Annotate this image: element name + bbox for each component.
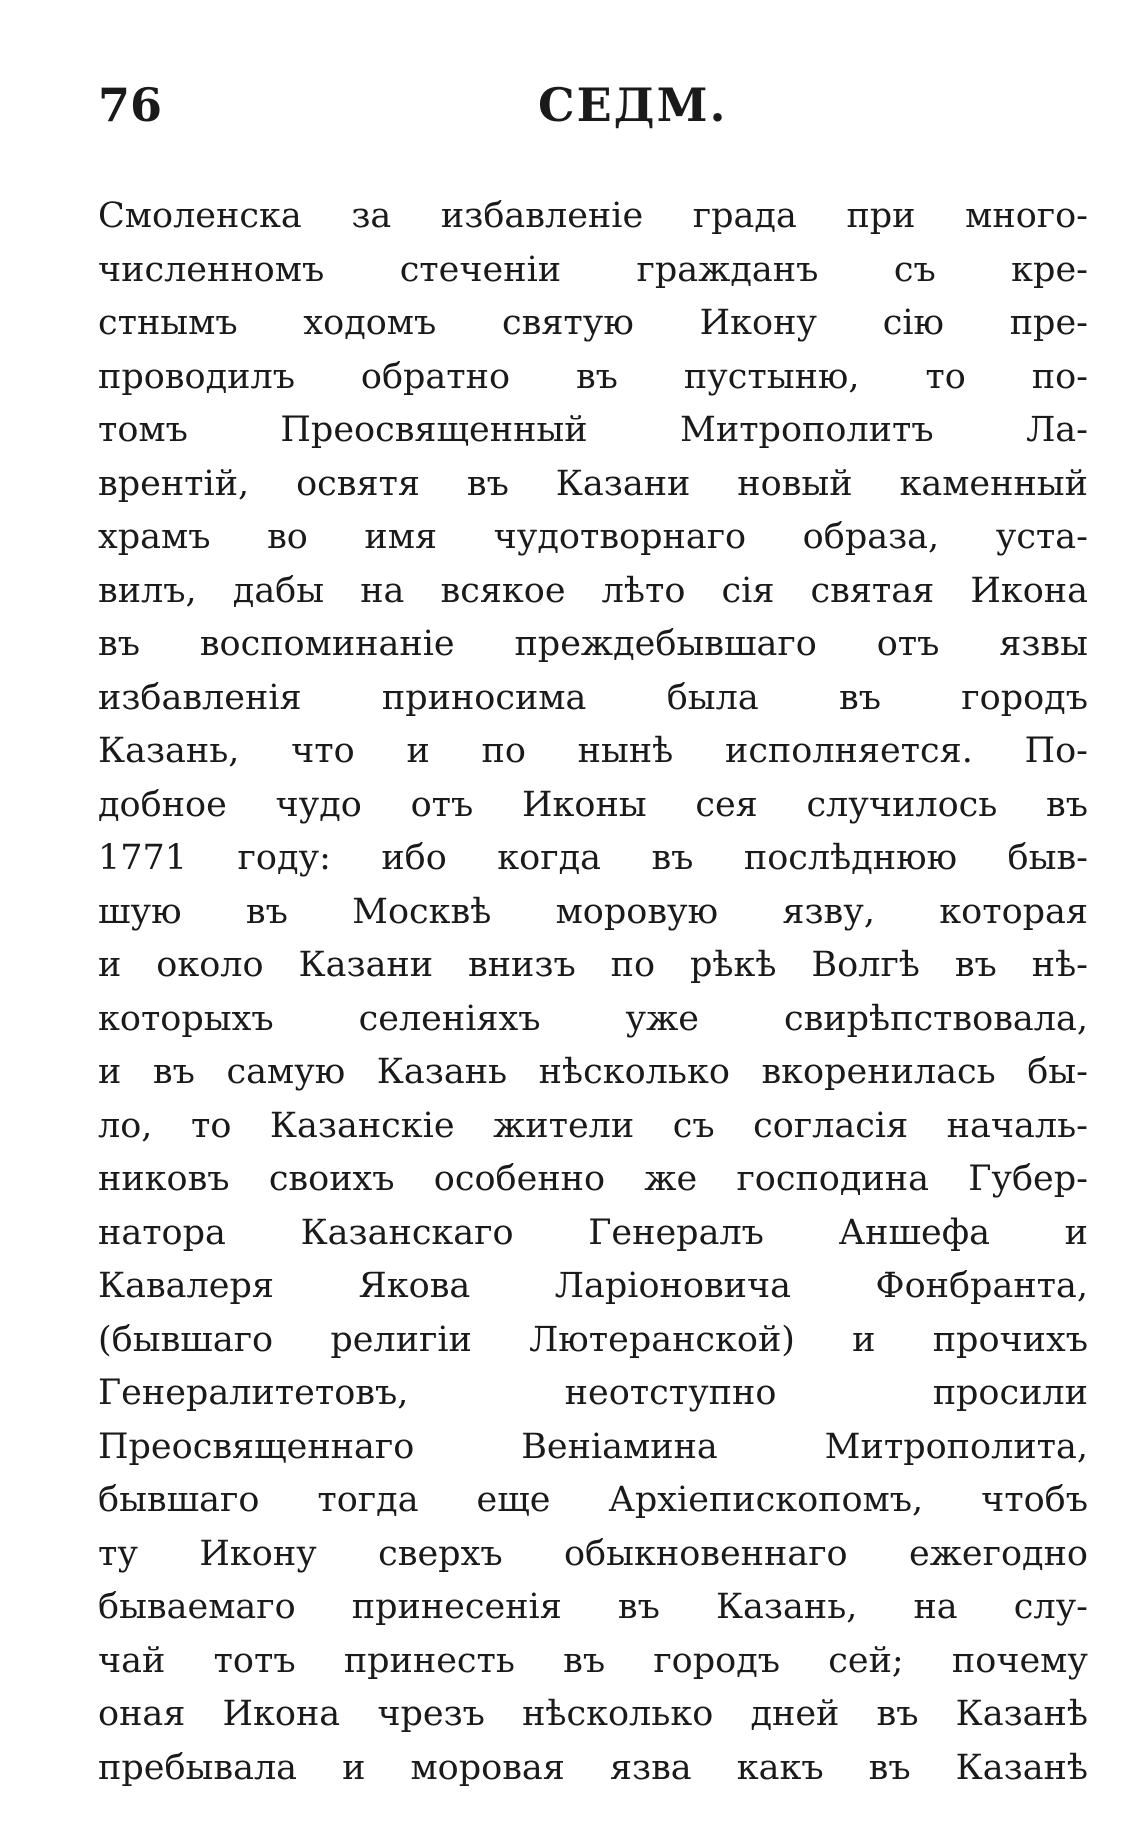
text-line: добное чудо отъ Иконы сея случилось въ <box>98 784 1088 825</box>
text-line: Генералитетовъ, неотступно просили <box>98 1373 1088 1413</box>
text-line: Преосвященнаго Веніамина Митрополита, <box>98 1426 1088 1467</box>
text-line: проводилъ обратно въ пустыню, то по- <box>98 356 1088 397</box>
text-line: храмъ во имя чудотворнаго образа, устa- <box>98 517 1088 557</box>
text-line: бывшаго тогда еще Архіепископомъ, чтобъ <box>98 1480 1088 1520</box>
text-line: Казань, что и по нынѣ исполняется. По- <box>98 731 1088 771</box>
text-line: шую въ Москвѣ моровую язву, которая <box>98 891 1088 932</box>
text-line: ло, то Казанскіе жители съ согласія началь- <box>98 1105 1088 1146</box>
text-line: натора Казанскаго Генералъ Аншефа и <box>98 1212 1088 1253</box>
text-line: избавленія приносима была въ городъ <box>98 677 1088 718</box>
text-line: ту Икону сверхъ обыкновеннаго ежегодно <box>98 1533 1088 1574</box>
text-line: численномъ стеченіи гражданъ съ кре- <box>98 249 1088 290</box>
text-line: Кавалеря Якова Ларіоновича Фонбранта, <box>98 1266 1088 1306</box>
text-line: врентій, освятя въ Казани новый каменный <box>98 463 1088 504</box>
text-line: въ воспоминаніе преждебывшаго отъ язвы <box>98 624 1088 664</box>
text-line: 1771 году: ибо когда въ послѣднюю быв- <box>98 838 1088 878</box>
page-number: 76 <box>98 78 163 132</box>
text-line: Смоленска за избавленіе града при много- <box>98 196 1088 236</box>
text-line: и въ самую Казань нѣсколько вкоренилась бы- <box>98 1052 1088 1092</box>
text-line: и около Казани внизъ по рѣкѣ Волгѣ въ нѣ- <box>98 945 1088 985</box>
text-line: (бывшаго религіи Лютеранской) и прочихъ <box>98 1319 1088 1360</box>
body-text <box>98 190 1088 1795</box>
text-line: пребывала и моровая язва какъ въ Казанѣ <box>98 1747 1088 1788</box>
text-line: чай тотъ принесть въ городъ сей; почему <box>98 1640 1088 1681</box>
text-line: оная Икона чрезъ нѣсколько дней въ Казанѣ <box>98 1694 1088 1734</box>
page-header <box>98 78 1088 138</box>
text-line: бываемаго принесенія въ Казань, на слу- <box>98 1587 1088 1627</box>
text-line: которыхъ селеніяхъ уже свирѣпствовала, <box>98 998 1088 1039</box>
text-line: никовъ своихъ особенно же господина Губер- <box>98 1159 1088 1199</box>
text-line: вилъ, дабы на всякое лѣто сія святая Икона <box>98 570 1088 611</box>
running-title: СЕДМ. <box>538 78 728 132</box>
text-line: стнымъ ходомъ святую Икону сію пре- <box>98 303 1088 343</box>
text-line: томъ Преосвященный Митрополитъ Ла- <box>98 410 1088 450</box>
